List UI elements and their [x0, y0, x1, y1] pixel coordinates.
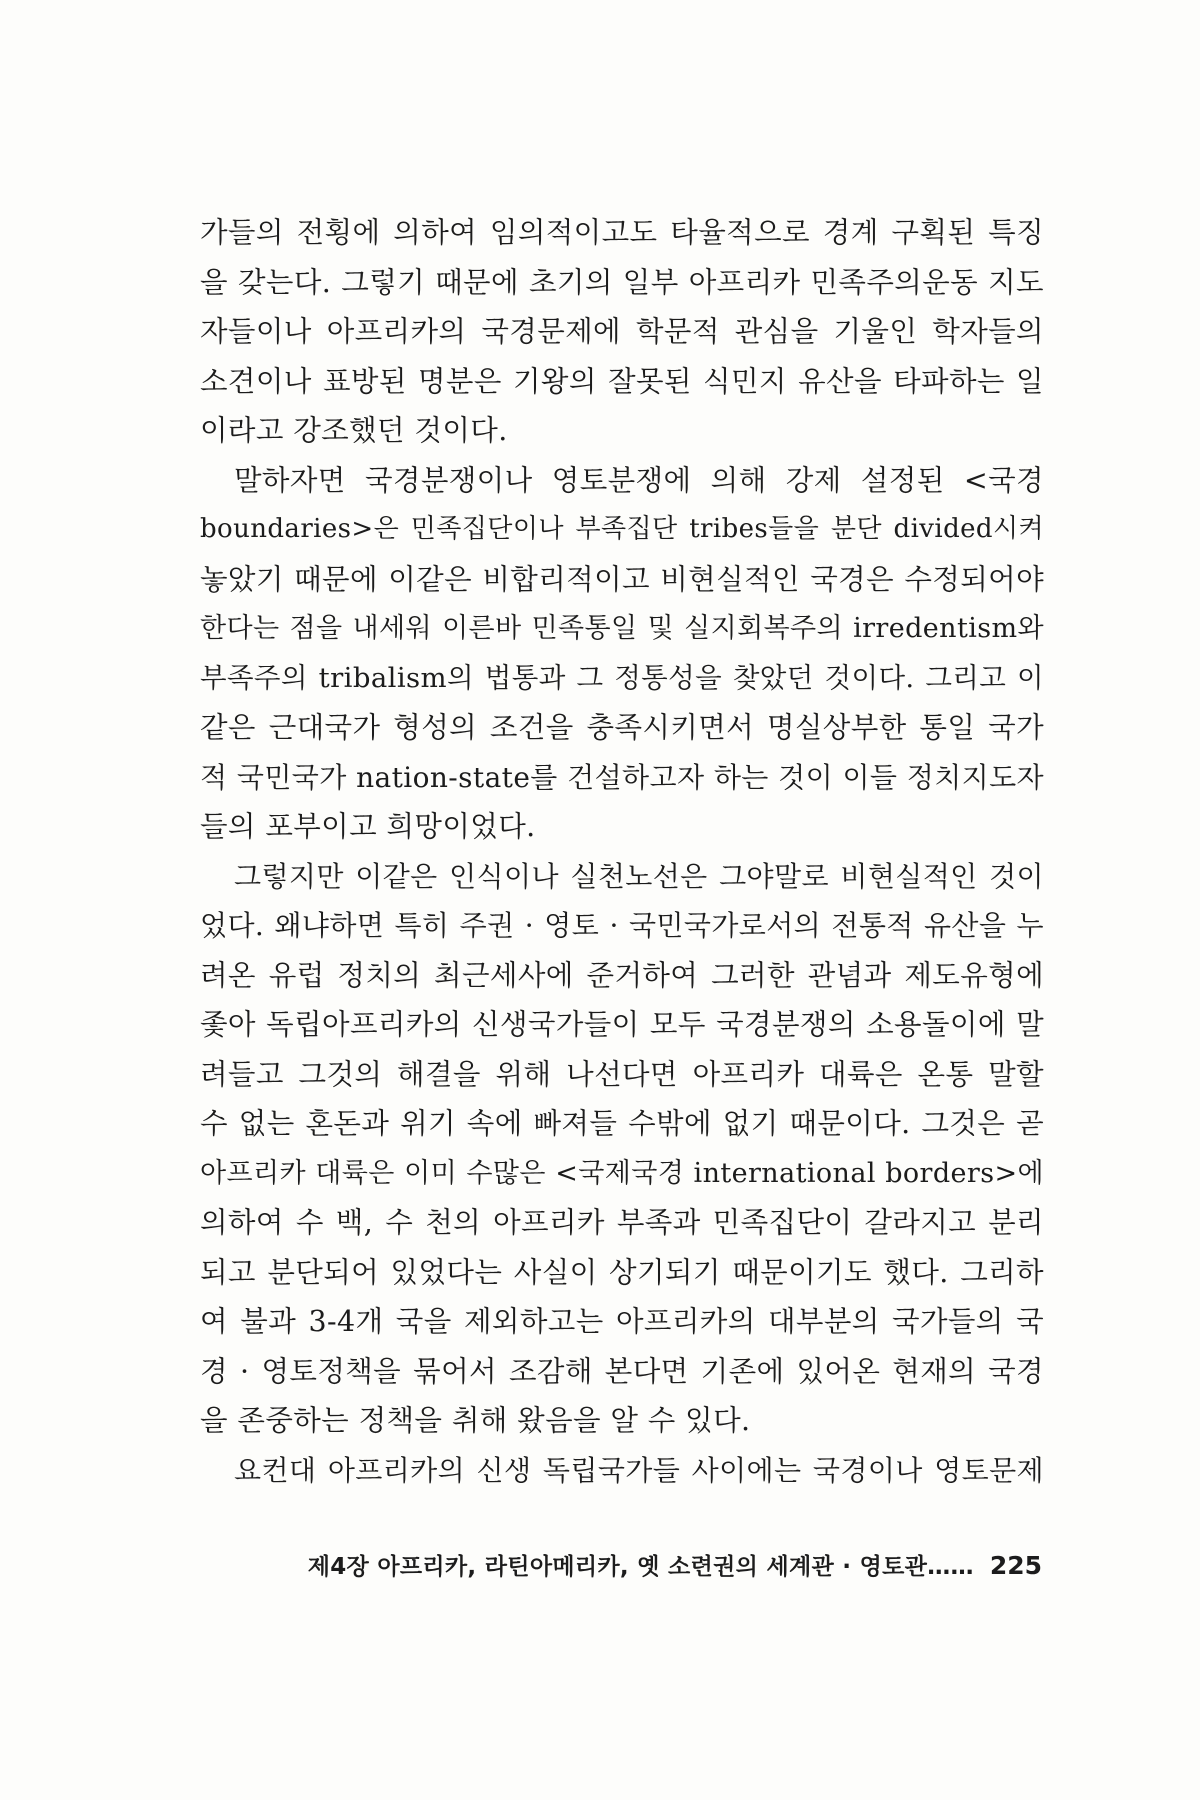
- text-line: 려들고 그것의 해결을 위해 나선다면 아프리카 대륙은 온통 말할: [200, 1057, 1044, 1091]
- page-footer: [290, 1548, 1042, 1588]
- text-line: 적 국민국가 nation-state를 건설하고자 하는 것이 이들 정치지도자: [200, 760, 1044, 794]
- paragraph: [200, 1446, 1044, 1496]
- text-line: 되고 분단되어 있었다는 사실이 상기되기 때문이기도 했다. 그리하: [200, 1255, 1044, 1289]
- text-line: 놓았기 때문에 이같은 비합리적이고 비현실적인 국경은 수정되어야: [200, 562, 1044, 596]
- text-line: 자들이나 아프리카의 국경문제에 학문적 관심을 기울인 학자들의: [200, 315, 1044, 348]
- text-line: 었다. 왜냐하면 특히 주권 · 영토 · 국민국가로서의 전통적 유산을 누: [200, 909, 1044, 942]
- text-line: 같은 근대국가 형성의 조건을 충족시키면서 명실상부한 통일 국가: [200, 711, 1044, 744]
- text-line: 그렇지만 이같은 인식이나 실천노선은 그야말로 비현실적인 것이: [234, 859, 1044, 893]
- text-line: 수 없는 혼돈과 위기 속에 빠져들 수밖에 없기 때문이다. 그것은 곧: [200, 1107, 1044, 1140]
- running-head: 제4장 아프리카, 라틴아메리카, 옛 소련권의 세계관 · 영토관……: [307, 1554, 974, 1580]
- text-line: 부족주의 tribalism의 법통과 그 정통성을 찾았던 것이다. 그리고 이: [200, 661, 1044, 694]
- body-text: [200, 208, 1044, 1495]
- text-line: boundaries>은 민족집단이나 부족집단 tribes들을 분단 divided시켜: [200, 514, 1044, 544]
- text-line: 좇아 독립아프리카의 신생국가들이 모두 국경분쟁의 소용돌이에 말: [200, 1008, 1044, 1041]
- text-line: 을 존중하는 정책을 취해 왔음을 알 수 있다.: [200, 1404, 751, 1437]
- paragraph: [200, 852, 1044, 1446]
- text-line: 들의 포부이고 희망이었다.: [200, 810, 536, 843]
- text-line: 려온 유럽 정치의 최근세사에 준거하여 그러한 관념과 제도유형에: [200, 958, 1044, 992]
- text-line: 소견이나 표방된 명분은 기왕의 잘못된 식민지 유산을 타파하는 일: [200, 364, 1044, 398]
- text-line: 이라고 강조했던 것이다.: [200, 414, 508, 447]
- page-number: 225: [989, 1551, 1042, 1580]
- text-line: 한다는 점을 내세워 이른바 민족통일 및 실지회복주의 irredentism와: [200, 613, 1044, 644]
- text-line: 을 갖는다. 그렇기 때문에 초기의 일부 아프리카 민족주의운동 지도: [200, 265, 1044, 299]
- text-line: 여 불과 3-4개 국을 제외하고는 아프리카의 대부분의 국가들의 국: [200, 1305, 1044, 1338]
- text-line: 의하여 수 백, 수 천의 아프리카 부족과 민족집단이 갈라지고 분리: [200, 1206, 1044, 1239]
- text-line: 가들의 전횡에 의하여 임의적이고도 타율적으로 경계 구획된 특징: [200, 216, 1044, 249]
- paragraph: [200, 456, 1044, 852]
- text-line: 요컨대 아프리카의 신생 독립국가들 사이에는 국경이나 영토문제: [234, 1453, 1044, 1487]
- paragraph: [200, 208, 1044, 456]
- text-line: 말하자면 국경분쟁이나 영토분쟁에 의해 강제 설정된 <국경: [234, 463, 1044, 497]
- text-line: 경 · 영토정책을 묶어서 조감해 본다면 기존에 있어온 현재의 국경: [200, 1354, 1044, 1388]
- text-line: 아프리카 대륙은 이미 수많은 <국제국경 international borders>에: [200, 1157, 1044, 1189]
